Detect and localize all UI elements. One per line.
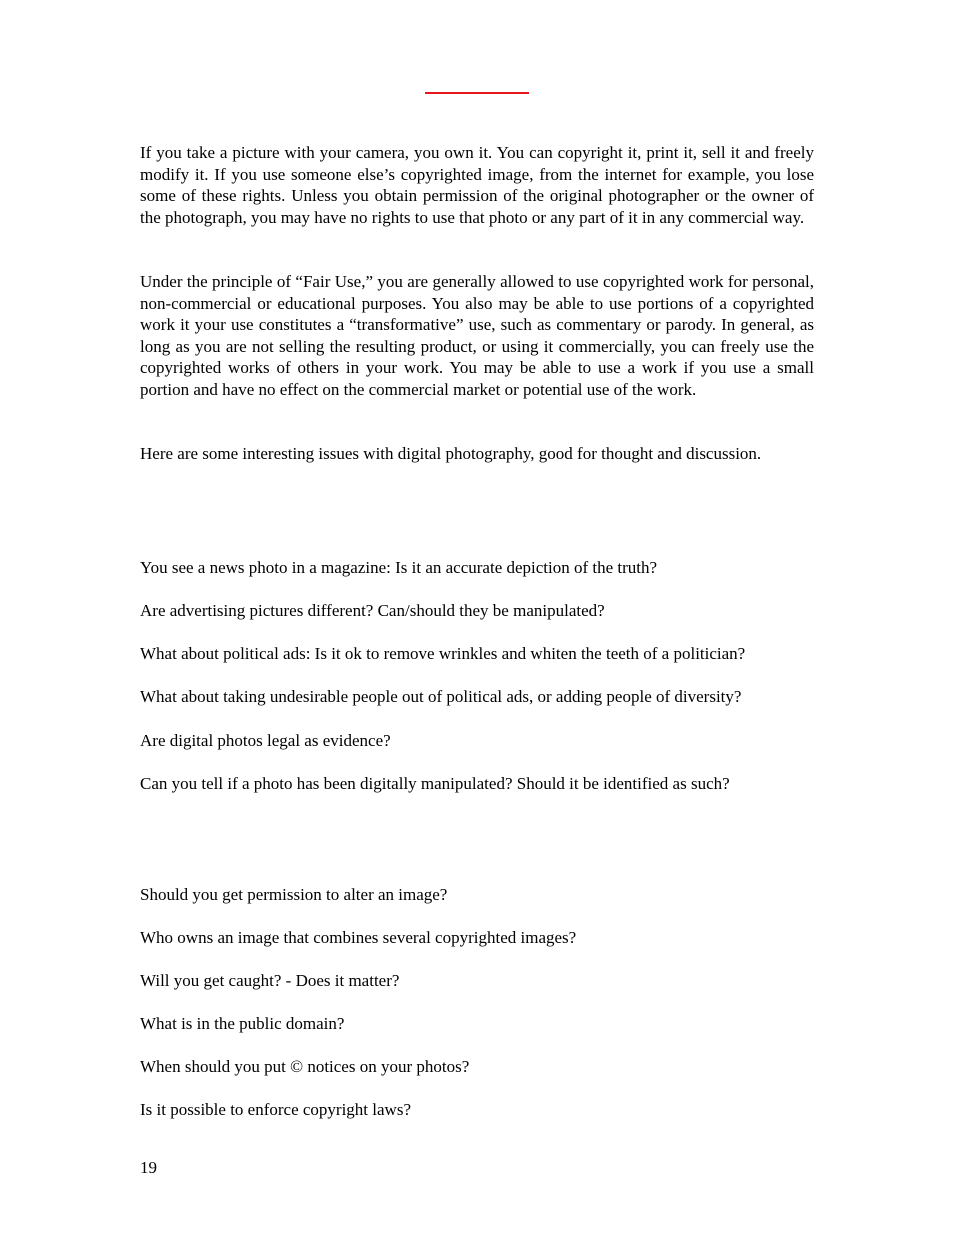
paragraph-intro-issues: Here are some interesting issues with digital photography, good for thought and discussion. — [140, 444, 762, 463]
question-remove-people: What about taking undesirable people out of political ads, or adding people of diversity? — [140, 687, 742, 706]
question-copyright-notice: When should you put © notices on your photos? — [140, 1057, 470, 1076]
paragraph-ownership: If you take a picture with your camera, you own it. You can copyright it, print it, sell it and freely modify it. If you use someone else’s copyrighted image, from the internet for example, you lose some of these rights. Unless you obtain permission of the original photographer or the owner of the photograph, you may have no rights to use that photo or any part of it in any commercial way. — [140, 143, 814, 227]
question-political-ads: What about political ads: Is it ok to remove wrinkles and whiten the teeth of a politician? — [140, 644, 746, 663]
paragraph-fair-use: Under the principle of “Fair Use,” you are generally allowed to use copyrighted work for personal, non-commercial or educational purposes. You also may be able to use portions of a copyrighted work it your use constitutes a “transformative” use, such as commentary or parody. In general, as long as you are not selling the resulting product, or using it commercially, you can freely use the copyrighted works of others in your work. You may be able to use a work if you use a small portion and have no effect on the commercial market or potential use of the work. — [140, 272, 814, 399]
question-public-domain: What is in the public domain? — [140, 1014, 345, 1033]
question-ownership-combined: Who owns an image that combines several copyrighted images? — [140, 928, 577, 947]
question-enforce-laws: Is it possible to enforce copyright laws? — [140, 1100, 411, 1119]
question-advertising: Are advertising pictures different? Can/should they be manipulated? — [140, 601, 605, 620]
question-news-photo: You see a news photo in a magazine: Is it an accurate depiction of the truth? — [140, 558, 658, 577]
page-number: 19 — [140, 1158, 157, 1177]
question-permission: Should you get permission to alter an image? — [140, 885, 448, 904]
header-rule — [425, 92, 529, 94]
question-get-caught: Will you get caught? - Does it matter? — [140, 971, 400, 990]
question-legal-evidence: Are digital photos legal as evidence? — [140, 731, 391, 750]
question-manipulated: Can you tell if a photo has been digitally manipulated? Should it be identified as such? — [140, 774, 730, 793]
